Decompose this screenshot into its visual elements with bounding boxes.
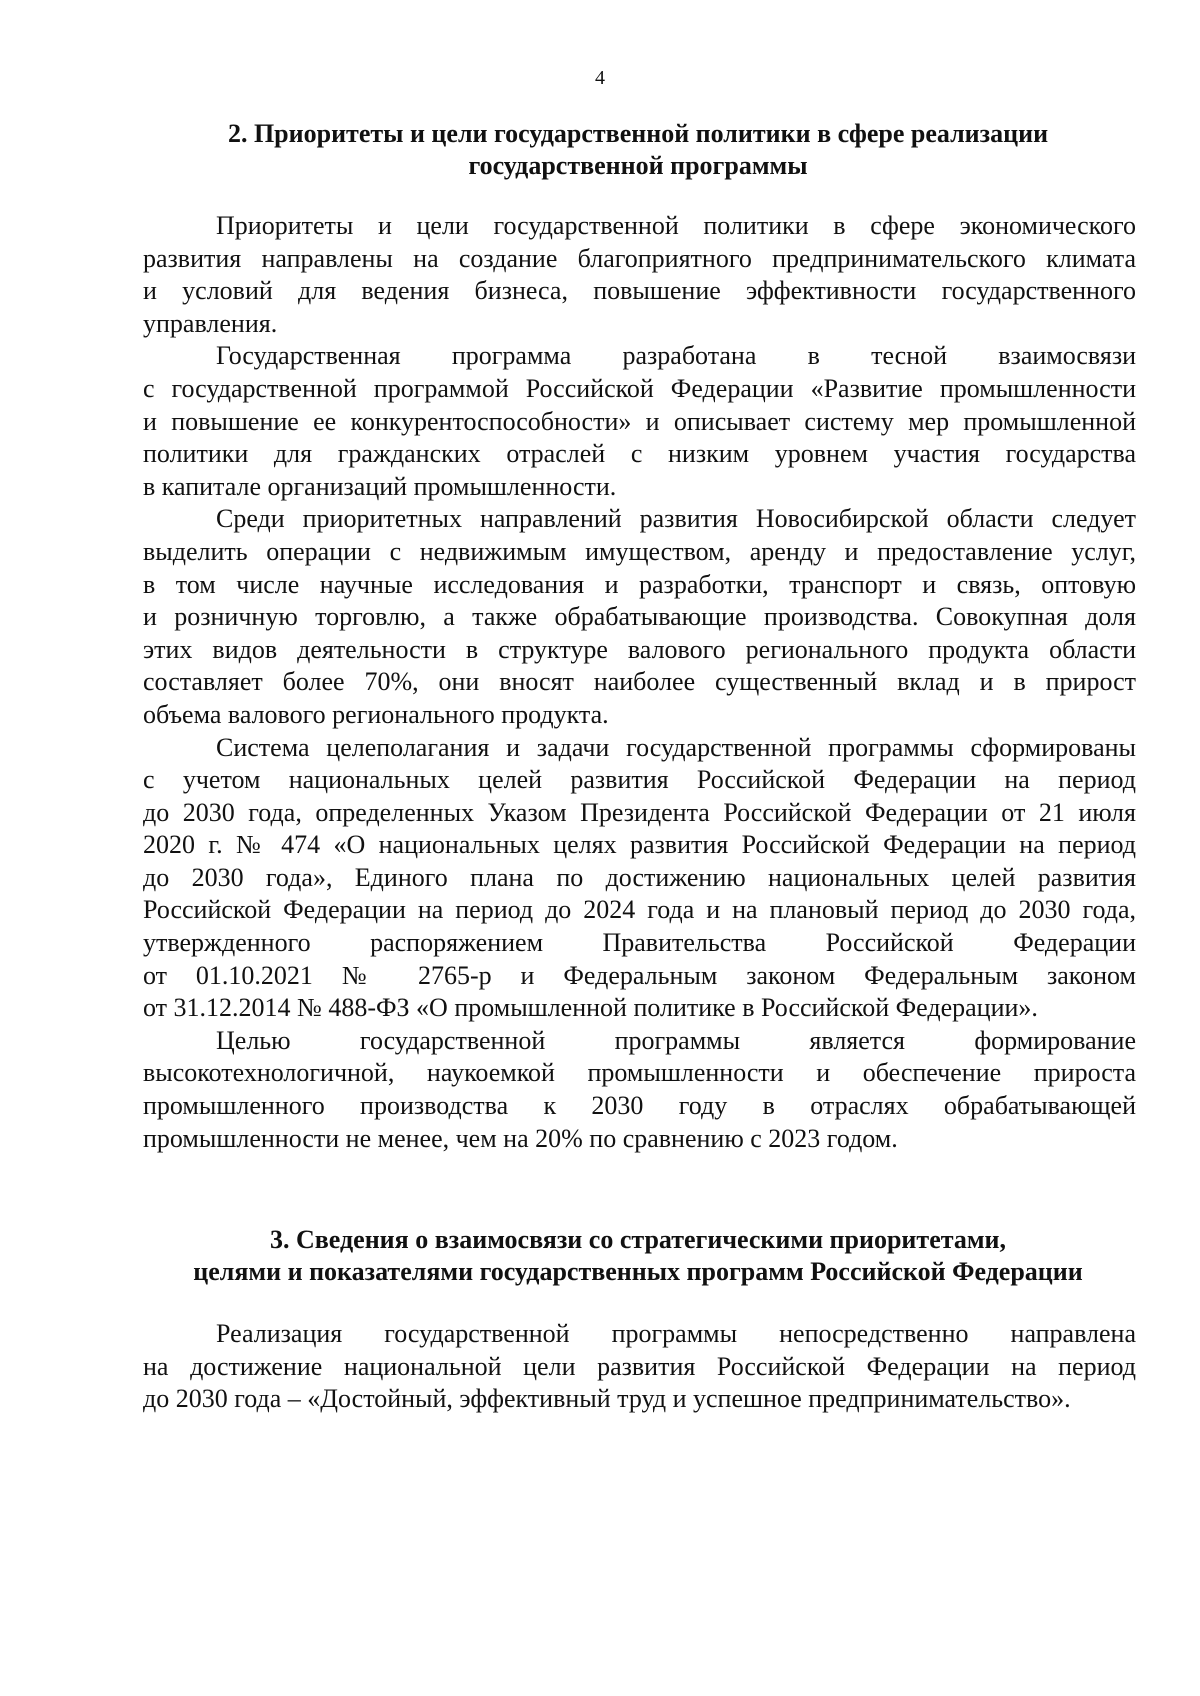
section-3-heading xyxy=(140,1224,1136,1288)
text-line: развития направлены на создание благоприятного предпринимательского климата xyxy=(143,243,1136,273)
text-line: Среди приоритетных направлений развития Новосибирской области следует xyxy=(216,504,1136,534)
text-line: управления. xyxy=(143,308,278,338)
text-line: с государственной программой Российской Федерации «Развитие промышленности xyxy=(143,373,1136,403)
text-line: и повышение ее конкурентоспособности» и описывает систему мер промышленной xyxy=(143,406,1136,436)
text-line: промышленности не менее, чем на 20% по сравнению с 2023 годом. xyxy=(143,1123,898,1153)
text-line: до 2030 года – «Достойный, эффективный труд и успешное предпринимательство». xyxy=(143,1384,1071,1414)
text-line: этих видов деятельности в структуре валового регионального продукта области xyxy=(143,634,1136,664)
text-line: Приоритеты и цели государственной политики в сфере экономического xyxy=(216,211,1136,240)
section-2-paragraph-5 xyxy=(143,1025,1136,1155)
section-3-body xyxy=(143,1318,1136,1416)
text-line: утвержденного распоряжением Правительства Российской Федерации xyxy=(143,928,1136,958)
section-2-heading-line: 2. Приоритеты и цели государственной политики в сфере реализации xyxy=(227,119,1049,148)
section-2-paragraph-4 xyxy=(143,732,1136,1025)
text-line: политики для гражданских отраслей с низким уровнем участия государства xyxy=(143,439,1136,469)
text-line: на достижение национальной цели развития Российской Федерации на период xyxy=(143,1351,1136,1381)
section-3-heading-line: 3. Сведения о взаимосвязи со стратегическими приоритетами, xyxy=(269,1225,1007,1254)
text-line: с учетом национальных целей развития Российской Федерации на период xyxy=(143,765,1136,795)
text-line: Целью государственной программы является формирование xyxy=(216,1025,1136,1055)
text-line: до 2030 года», Единого плана по достижению национальных целей развития xyxy=(143,862,1136,892)
text-line: выделить операции с недвижимым имуществом, аренду и предоставление услуг, xyxy=(143,536,1136,566)
section-2-heading xyxy=(140,118,1136,182)
text-line: от 31.12.2014 № 488-ФЗ «О промышленной политике в Российской Федерации». xyxy=(143,993,1038,1023)
text-line: и розничную торговлю, а также обрабатывающие производства. Совокупная доля xyxy=(143,602,1136,632)
text-line: в капитале организаций промышленности. xyxy=(143,471,617,501)
text-line: Система целеполагания и задачи государственной программы сформированы xyxy=(216,732,1136,762)
section-3-paragraph-1 xyxy=(143,1318,1136,1416)
section-3-heading-line: целями и показателями государственных программ Российской Федерации xyxy=(193,1257,1083,1286)
text-line: Государственная программа разработана в тесной взаимосвязи xyxy=(216,341,1136,371)
text-line: в том числе научные исследования и разработки, транспорт и связь, оптовую xyxy=(143,569,1136,599)
text-line: Реализация государственной программы непосредственно направлена xyxy=(216,1319,1136,1348)
text-line: от 01.10.2021 № 2765-р и Федеральным законом Федеральным законом xyxy=(143,960,1136,990)
section-2-paragraph-2 xyxy=(143,340,1136,503)
text-line: объема валового регионального продукта. xyxy=(143,699,609,729)
section-2-body xyxy=(143,210,1136,1155)
text-line: Российской Федерации на период до 2024 года и на плановый период до 2030 года, xyxy=(143,895,1136,925)
section-2-heading-line: государственной программы xyxy=(468,151,808,180)
text-line: до 2030 года, определенных Указом Президента Российской Федерации от 21 июля xyxy=(143,797,1136,827)
page-number: 4 xyxy=(595,67,605,89)
text-line: высокотехнологичной, наукоемкой промышленности и обеспечение прироста xyxy=(143,1058,1136,1088)
text-line: и условий для ведения бизнеса, повышение эффективности государственного xyxy=(143,276,1136,306)
section-2-paragraph-3 xyxy=(143,503,1136,731)
text-line: составляет более 70%, они вносят наиболее существенный вклад и в прирост xyxy=(143,667,1136,697)
section-2-paragraph-1 xyxy=(143,210,1136,340)
text-line: промышленного производства к 2030 году в отраслях обрабатывающей xyxy=(143,1091,1136,1121)
text-line: 2020 г. № 474 «О национальных целях развития Российской Федерации на период xyxy=(143,830,1136,860)
